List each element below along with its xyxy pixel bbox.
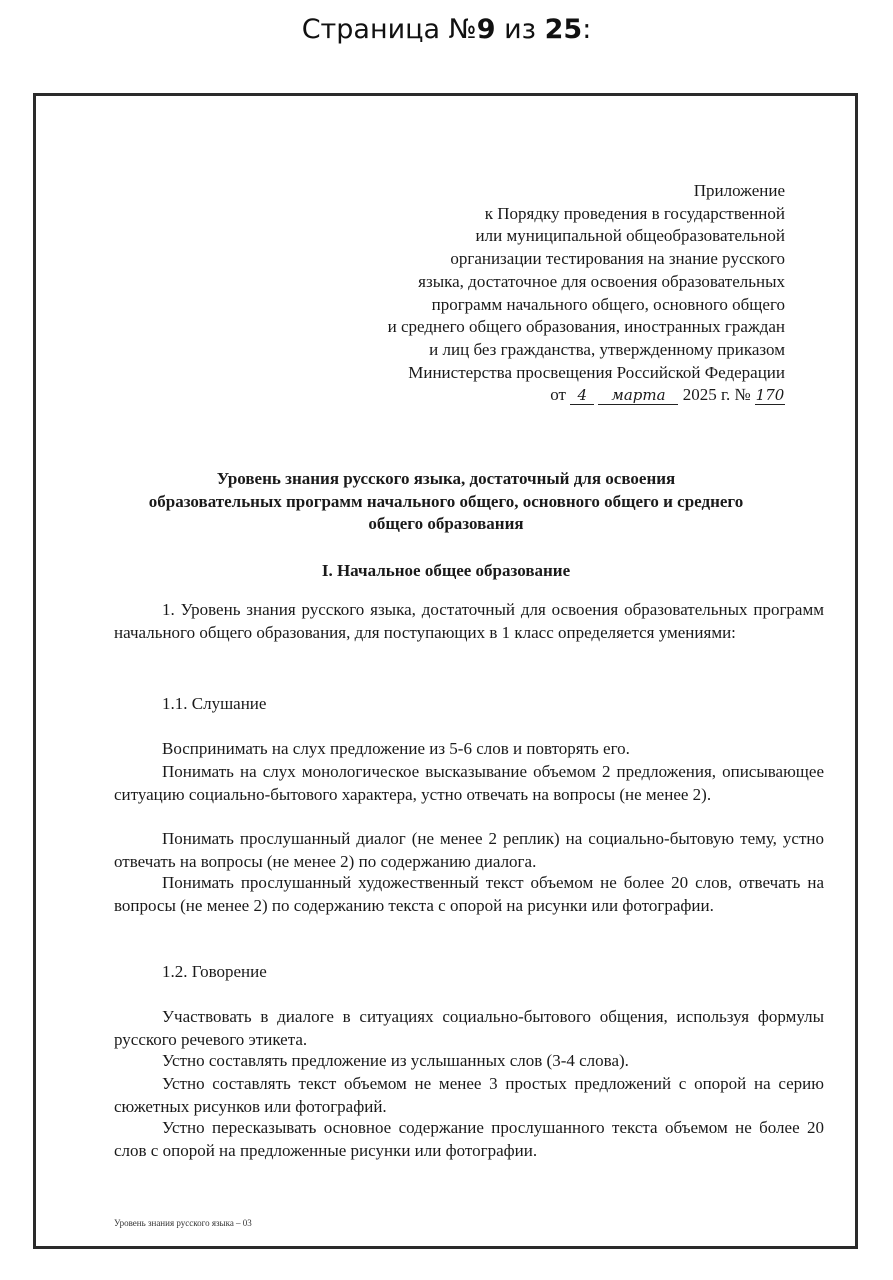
speaking-item: Участвовать в диалоге в ситуациях социально-бытового общения, используя формулы русского речевого этикета. [114,1007,824,1049]
appendix-line: и лиц без гражданства, утвержденному приказом [429,339,785,359]
appendix-line: Приложение [693,181,785,200]
page-footer: Уровень знания русского языка – 03 [114,1218,252,1228]
intro-paragraph: 1. Уровень знания русского языка, достаточный для освоения образовательных программ начального общего образования, для поступающих в 1 класс определяется умениями: [114,600,824,642]
total-pages-number: 25 [544,14,583,45]
page-counter-prefix: Страница № [301,14,477,45]
title-line: общего образования [368,514,524,533]
date-year: 2025 г. № [678,385,755,405]
speaking-heading: 1.2. Говорение [162,962,267,981]
title-line: Уровень знания русского языка, достаточный для освоения [216,469,676,488]
title-line: образовательных программ начального общего, основного общего и среднего [148,491,744,511]
listening-item: Понимать прослушанный художественный текст объемом не более 20 слов, отвечать на вопросы (не менее 2) по содержанию текста с опорой на рисунки или фотографии. [114,873,824,915]
listening-item: Понимать прослушанный диалог (не менее 2 реплик) на социально-бытовую тему, устно отвечать на вопросы (не менее 2) по содержанию диалога. [114,829,824,871]
speaking-item: Устно пересказывать основное содержание прослушанного текста объемом не более 20 слов с опорой на предложенные рисунки или фотографии. [114,1118,824,1160]
page-counter [0,10,893,50]
appendix-block [305,180,785,407]
section-title: I. Начальное общее образование [321,561,571,580]
date-prefix: от [550,385,571,405]
appendix-line: и среднего общего образования, иностранных граждан [387,317,785,337]
handwritten-order-number: 170 [755,386,785,405]
listening-item: Понимать на слух монологическое высказывание объемом 2 предложения, описывающее ситуацию социально-бытового характера, устно отвечать на вопросы (не менее 2). [114,762,824,804]
order-date-line [305,384,785,407]
appendix-line: Министерства просвещения Российской Федерации [408,362,785,382]
handwritten-month: марта [598,386,678,405]
page-counter-middle: из [495,14,545,45]
handwritten-day: 4 [570,386,594,405]
appendix-line: программ начального общего, основного общего [431,294,785,314]
appendix-line: организации тестирования на знание русского [450,249,785,269]
speaking-item: Устно составлять предложение из услышанных слов (3-4 слова). [162,1051,629,1070]
listening-heading: 1.1. Слушание [162,694,267,713]
document-title [106,468,786,536]
appendix-line: к Порядку проведения в государственной [484,203,785,223]
listening-item: Воспринимать на слух предложение из 5-6 слов и повторять его. [162,739,630,758]
appendix-line: языка, достаточное для освоения образовательных [418,271,785,291]
appendix-line: или муниципальной общеобразовательной [475,226,785,246]
speaking-item: Устно составлять текст объемом не менее 3 простых предложений с опорой на серию сюжетных рисунков или фотографий. [114,1074,824,1116]
document-page [33,93,858,1249]
current-page-number: 9 [476,14,496,45]
page-counter-suffix: : [582,14,592,45]
